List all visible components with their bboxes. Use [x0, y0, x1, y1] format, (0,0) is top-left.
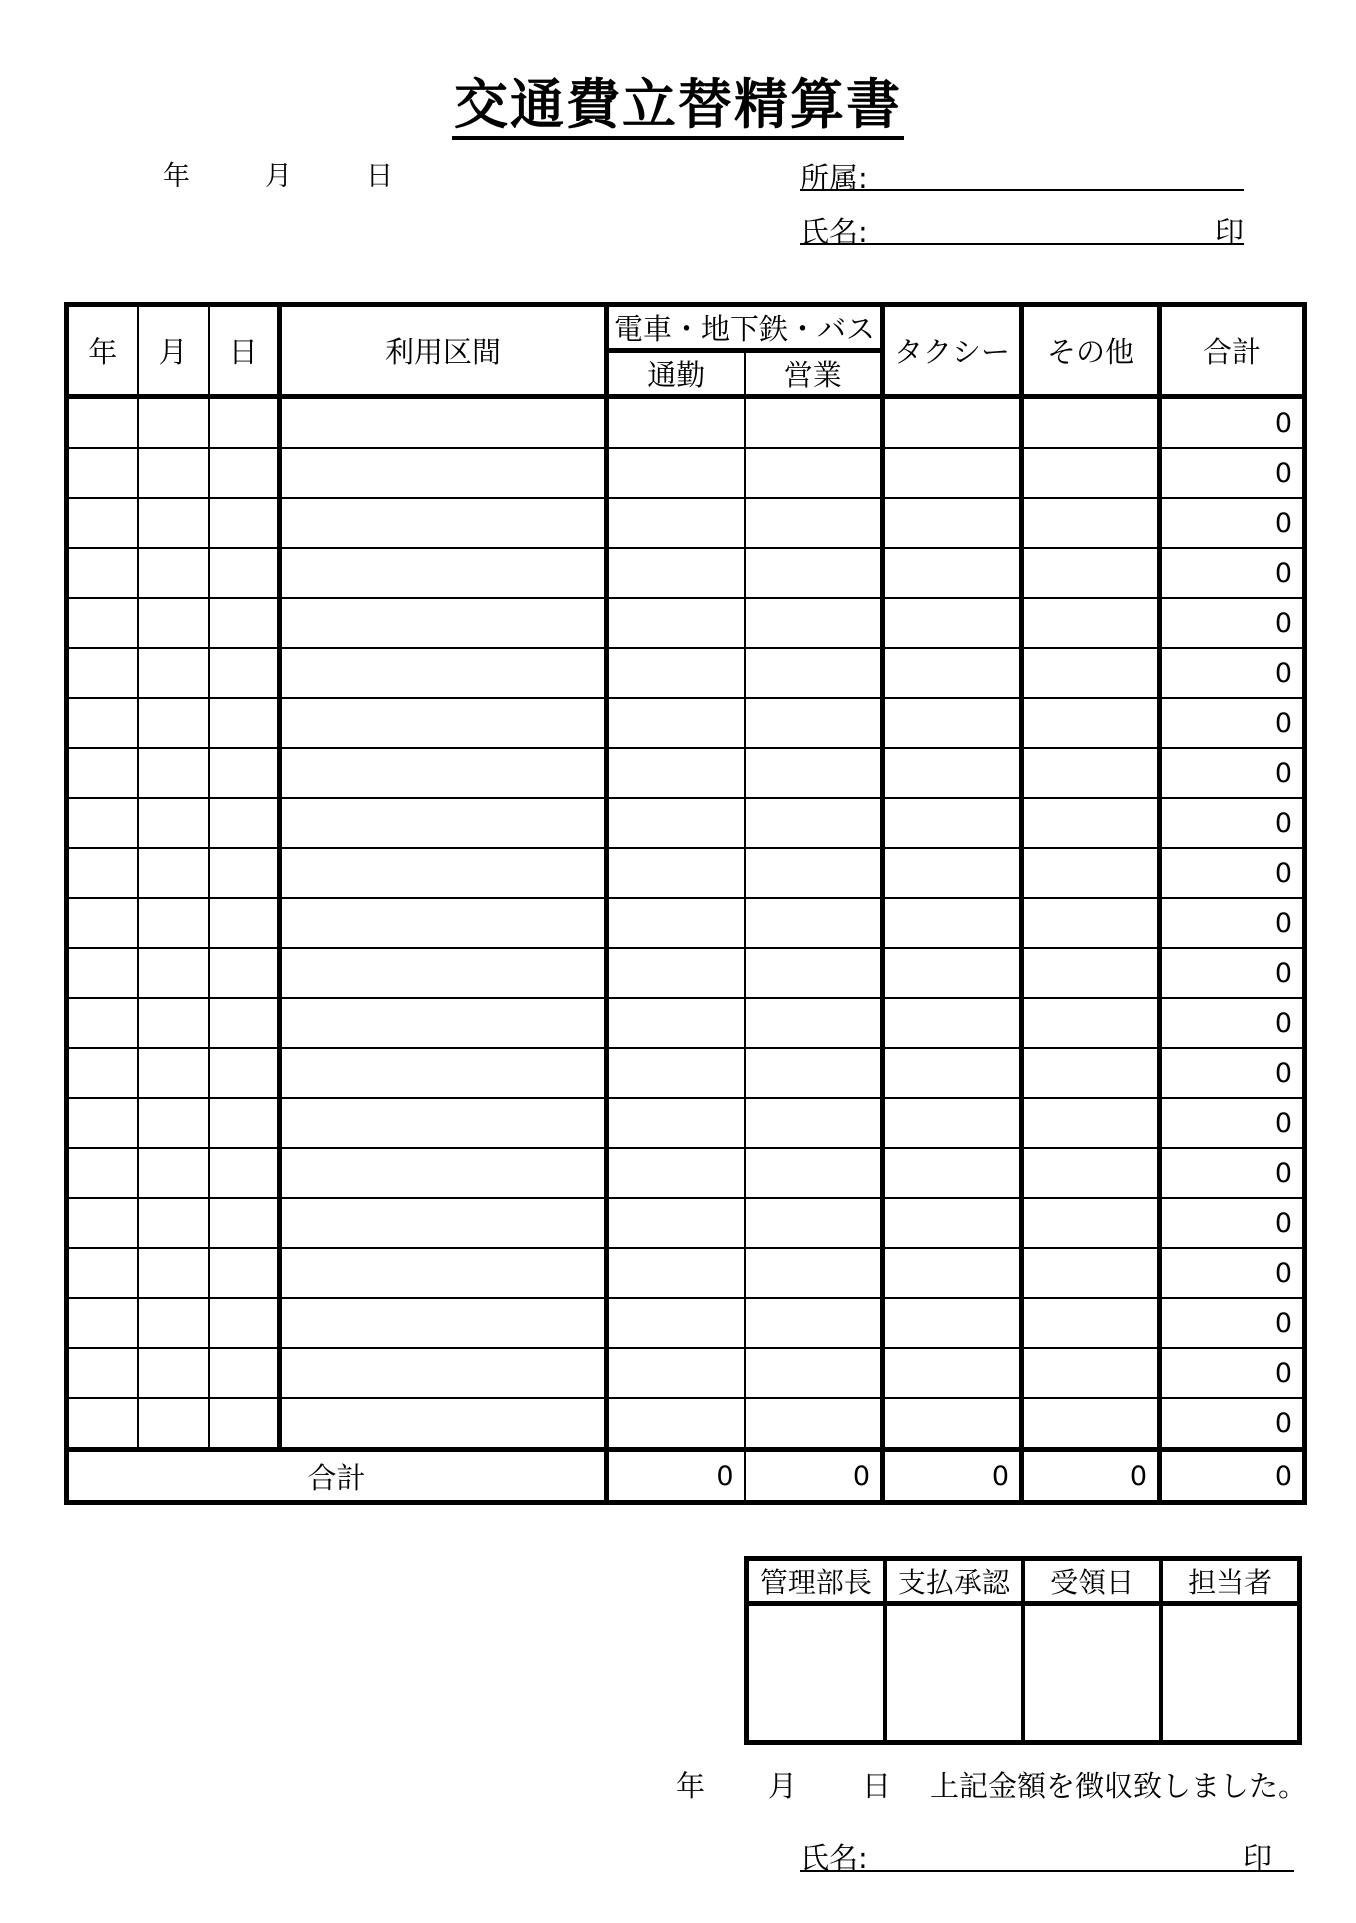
other-cell[interactable]	[1022, 698, 1160, 748]
total-taxi: 0	[883, 1450, 1022, 1503]
day-cell[interactable]	[209, 448, 280, 498]
row-total-cell: 0	[1160, 1198, 1305, 1248]
month-cell[interactable]	[138, 898, 209, 948]
table-row	[67, 598, 1305, 648]
taxi-cell[interactable]	[883, 498, 1022, 548]
route-cell[interactable]	[280, 748, 607, 798]
commute-cell[interactable]	[607, 1198, 745, 1248]
taxi-cell[interactable]	[883, 1348, 1022, 1398]
table-row	[67, 1298, 1305, 1348]
business-cell[interactable]	[745, 397, 883, 449]
commute-cell[interactable]	[607, 397, 745, 449]
taxi-cell[interactable]	[883, 448, 1022, 498]
commute-cell[interactable]	[607, 698, 745, 748]
route-cell[interactable]	[280, 948, 607, 998]
month-cell[interactable]	[138, 998, 209, 1048]
business-cell[interactable]	[745, 548, 883, 598]
taxi-cell[interactable]	[883, 1298, 1022, 1348]
day-cell[interactable]	[209, 698, 280, 748]
col-year-header: 年	[67, 305, 138, 397]
commute-cell[interactable]	[607, 1348, 745, 1398]
business-cell[interactable]	[745, 1048, 883, 1098]
business-cell[interactable]	[745, 1098, 883, 1148]
receipt-day-label: 日	[862, 1769, 892, 1803]
commute-cell[interactable]	[607, 648, 745, 698]
row-total-cell: 0	[1160, 498, 1305, 548]
business-cell[interactable]	[745, 948, 883, 998]
col-total-header: 合計	[1160, 305, 1305, 397]
year-cell[interactable]	[67, 1348, 138, 1398]
year-cell[interactable]	[67, 1398, 138, 1450]
row-total-cell: 0	[1160, 648, 1305, 698]
year-cell[interactable]	[67, 448, 138, 498]
route-cell[interactable]	[280, 798, 607, 848]
total-other: 0	[1022, 1450, 1160, 1503]
route-cell[interactable]	[280, 1148, 607, 1198]
month-cell[interactable]	[138, 1398, 209, 1450]
month-cell[interactable]	[138, 748, 209, 798]
year-cell[interactable]	[67, 748, 138, 798]
total-grand: 0	[1160, 1450, 1305, 1503]
table-row	[67, 1248, 1305, 1298]
day-cell[interactable]	[209, 548, 280, 598]
row-total-cell: 0	[1160, 748, 1305, 798]
table-row	[67, 1348, 1305, 1398]
header-month-label: 月	[265, 161, 292, 192]
business-cell[interactable]	[745, 1198, 883, 1248]
day-cell[interactable]	[209, 498, 280, 548]
col-route-header: 利用区間	[280, 305, 607, 397]
route-cell[interactable]	[280, 1048, 607, 1098]
approval-table	[744, 1556, 1302, 1745]
day-cell[interactable]	[209, 648, 280, 698]
route-cell[interactable]	[280, 698, 607, 748]
month-cell[interactable]	[138, 1248, 209, 1298]
route-cell[interactable]	[280, 648, 607, 698]
approval-payment-stamp-box[interactable]	[885, 1604, 1023, 1743]
route-cell[interactable]	[280, 898, 607, 948]
row-total-cell: 0	[1160, 998, 1305, 1048]
business-cell[interactable]	[745, 898, 883, 948]
table-row	[67, 397, 1305, 449]
month-cell[interactable]	[138, 848, 209, 898]
business-cell[interactable]	[745, 998, 883, 1048]
taxi-cell[interactable]	[883, 948, 1022, 998]
table-row	[67, 1048, 1305, 1098]
business-cell[interactable]	[745, 798, 883, 848]
commute-cell[interactable]	[607, 498, 745, 548]
table-row	[67, 698, 1305, 748]
month-cell[interactable]	[138, 1148, 209, 1198]
month-cell[interactable]	[138, 448, 209, 498]
commute-cell[interactable]	[607, 798, 745, 848]
receipt-year-label: 年	[676, 1769, 706, 1803]
col-taxi-header: タクシー	[883, 305, 1022, 397]
route-cell[interactable]	[280, 448, 607, 498]
table-row	[67, 1148, 1305, 1198]
approval-person-header: 担当者	[1161, 1559, 1299, 1604]
receipt-statement: 上記金額を徴収致しました。	[930, 1769, 1308, 1803]
year-cell[interactable]	[67, 1298, 138, 1348]
other-cell[interactable]	[1022, 1098, 1160, 1148]
table-row	[67, 998, 1305, 1048]
business-cell[interactable]	[745, 698, 883, 748]
taxi-cell[interactable]	[883, 548, 1022, 598]
other-cell[interactable]	[1022, 898, 1160, 948]
receipt-seal-label: 印	[1242, 1841, 1272, 1875]
commute-cell[interactable]	[607, 848, 745, 898]
table-row	[67, 848, 1305, 898]
row-total-cell: 0	[1160, 848, 1305, 898]
total-business: 0	[745, 1450, 883, 1503]
other-cell[interactable]	[1022, 397, 1160, 449]
month-cell[interactable]	[138, 548, 209, 598]
route-cell[interactable]	[280, 397, 607, 449]
name-field[interactable]	[800, 210, 1244, 249]
header-day-label: 日	[366, 161, 393, 192]
row-total-cell: 0	[1160, 1098, 1305, 1148]
day-cell[interactable]	[209, 397, 280, 449]
receipt-month-label: 月	[768, 1769, 798, 1803]
year-cell[interactable]	[67, 1048, 138, 1098]
business-cell[interactable]	[745, 1348, 883, 1398]
commute-cell[interactable]	[607, 1098, 745, 1148]
business-cell[interactable]	[745, 848, 883, 898]
day-cell[interactable]	[209, 1248, 280, 1298]
commute-cell[interactable]	[607, 1048, 745, 1098]
taxi-cell[interactable]	[883, 397, 1022, 449]
table-row	[67, 498, 1305, 548]
year-cell[interactable]	[67, 1148, 138, 1198]
table-row	[67, 948, 1305, 998]
month-cell[interactable]	[138, 648, 209, 698]
col-train-group-header: 電車・地下鉄・バス	[607, 305, 883, 351]
table-row	[67, 798, 1305, 848]
receipt-name-label: 氏名:	[800, 1841, 868, 1875]
business-cell[interactable]	[745, 448, 883, 498]
year-cell[interactable]	[67, 1098, 138, 1148]
totals-row	[67, 1450, 1305, 1503]
document-title: 交通費立替精算書	[0, 62, 1356, 139]
taxi-cell[interactable]	[883, 748, 1022, 798]
row-total-cell: 0	[1160, 1048, 1305, 1098]
taxi-cell[interactable]	[883, 1048, 1022, 1098]
day-cell[interactable]	[209, 1048, 280, 1098]
other-cell[interactable]	[1022, 448, 1160, 498]
row-total-cell: 0	[1160, 1248, 1305, 1298]
taxi-cell[interactable]	[883, 848, 1022, 898]
day-cell[interactable]	[209, 1298, 280, 1348]
day-cell[interactable]	[209, 898, 280, 948]
other-cell[interactable]	[1022, 948, 1160, 998]
day-cell[interactable]	[209, 848, 280, 898]
row-total-cell: 0	[1160, 397, 1305, 449]
route-cell[interactable]	[280, 1298, 607, 1348]
month-cell[interactable]	[138, 698, 209, 748]
month-cell[interactable]	[138, 1298, 209, 1348]
other-cell[interactable]	[1022, 1398, 1160, 1450]
day-cell[interactable]	[209, 1098, 280, 1148]
taxi-cell[interactable]	[883, 648, 1022, 698]
table-row	[67, 1098, 1305, 1148]
route-cell[interactable]	[280, 498, 607, 548]
day-cell[interactable]	[209, 998, 280, 1048]
route-cell[interactable]	[280, 848, 607, 898]
col-commute-header: 通勤	[607, 351, 745, 397]
commute-cell[interactable]	[607, 448, 745, 498]
day-cell[interactable]	[209, 948, 280, 998]
taxi-cell[interactable]	[883, 1248, 1022, 1298]
taxi-cell[interactable]	[883, 598, 1022, 648]
year-cell[interactable]	[67, 1198, 138, 1248]
row-total-cell: 0	[1160, 1148, 1305, 1198]
business-cell[interactable]	[745, 598, 883, 648]
year-cell[interactable]	[67, 498, 138, 548]
taxi-cell[interactable]	[883, 1198, 1022, 1248]
day-cell[interactable]	[209, 748, 280, 798]
month-cell[interactable]	[138, 1348, 209, 1398]
table-row	[67, 1398, 1305, 1450]
name-label: 氏名:	[800, 215, 868, 249]
business-cell[interactable]	[745, 1148, 883, 1198]
day-cell[interactable]	[209, 798, 280, 848]
other-cell[interactable]	[1022, 1298, 1160, 1348]
route-cell[interactable]	[280, 1248, 607, 1298]
taxi-cell[interactable]	[883, 898, 1022, 948]
col-other-header: その他	[1022, 305, 1160, 397]
year-cell[interactable]	[67, 397, 138, 449]
day-cell[interactable]	[209, 1148, 280, 1198]
row-total-cell: 0	[1160, 1348, 1305, 1398]
business-cell[interactable]	[745, 498, 883, 548]
other-cell[interactable]	[1022, 648, 1160, 698]
month-cell[interactable]	[138, 498, 209, 548]
commute-cell[interactable]	[607, 998, 745, 1048]
commute-cell[interactable]	[607, 548, 745, 598]
approval-received-stamp-box[interactable]	[1023, 1604, 1161, 1743]
business-cell[interactable]	[745, 1298, 883, 1348]
commute-cell[interactable]	[607, 1248, 745, 1298]
other-cell[interactable]	[1022, 798, 1160, 848]
year-cell[interactable]	[67, 998, 138, 1048]
taxi-cell[interactable]	[883, 998, 1022, 1048]
commute-cell[interactable]	[607, 598, 745, 648]
business-cell[interactable]	[745, 1398, 883, 1450]
taxi-cell[interactable]	[883, 1098, 1022, 1148]
table-row	[67, 448, 1305, 498]
other-cell[interactable]	[1022, 598, 1160, 648]
other-cell[interactable]	[1022, 548, 1160, 598]
table-row	[67, 648, 1305, 698]
row-total-cell: 0	[1160, 598, 1305, 648]
month-cell[interactable]	[138, 948, 209, 998]
commute-cell[interactable]	[607, 948, 745, 998]
business-cell[interactable]	[745, 648, 883, 698]
approval-manager-stamp-box[interactable]	[747, 1604, 885, 1743]
commute-cell[interactable]	[607, 898, 745, 948]
other-cell[interactable]	[1022, 1248, 1160, 1298]
commute-cell[interactable]	[607, 1148, 745, 1198]
col-business-header: 営業	[745, 351, 883, 397]
table-row	[67, 898, 1305, 948]
row-total-cell: 0	[1160, 548, 1305, 598]
col-day-header: 日	[209, 305, 280, 397]
row-total-cell: 0	[1160, 798, 1305, 848]
day-cell[interactable]	[209, 598, 280, 648]
approval-payment-header: 支払承認	[885, 1559, 1023, 1604]
other-cell[interactable]	[1022, 1348, 1160, 1398]
total-commute: 0	[607, 1450, 745, 1503]
other-cell[interactable]	[1022, 1198, 1160, 1248]
other-cell[interactable]	[1022, 1148, 1160, 1198]
year-cell[interactable]	[67, 948, 138, 998]
affiliation-label: 所属:	[800, 161, 868, 195]
business-cell[interactable]	[745, 748, 883, 798]
route-cell[interactable]	[280, 1098, 607, 1148]
other-cell[interactable]	[1022, 1048, 1160, 1098]
route-cell[interactable]	[280, 1348, 607, 1398]
taxi-cell[interactable]	[883, 798, 1022, 848]
commute-cell[interactable]	[607, 1398, 745, 1450]
row-total-cell: 0	[1160, 1298, 1305, 1348]
table-row	[67, 748, 1305, 798]
row-total-cell: 0	[1160, 448, 1305, 498]
day-cell[interactable]	[209, 1198, 280, 1248]
header-year-label: 年	[163, 161, 190, 192]
seal-label: 印	[1214, 215, 1244, 249]
month-cell[interactable]	[138, 798, 209, 848]
route-cell[interactable]	[280, 598, 607, 648]
table-row	[67, 1198, 1305, 1248]
day-cell[interactable]	[209, 1398, 280, 1450]
other-cell[interactable]	[1022, 998, 1160, 1048]
year-cell[interactable]	[67, 648, 138, 698]
row-total-cell: 0	[1160, 898, 1305, 948]
approval-received-header: 受領日	[1023, 1559, 1161, 1604]
expense-table	[64, 302, 1307, 1505]
taxi-cell[interactable]	[883, 1398, 1022, 1450]
route-cell[interactable]	[280, 1198, 607, 1248]
taxi-cell[interactable]	[883, 698, 1022, 748]
totals-label: 合計	[67, 1450, 607, 1503]
approval-person-stamp-box[interactable]	[1161, 1604, 1299, 1743]
month-cell[interactable]	[138, 397, 209, 449]
route-cell[interactable]	[280, 1398, 607, 1450]
taxi-cell[interactable]	[883, 1148, 1022, 1198]
year-cell[interactable]	[67, 848, 138, 898]
col-month-header: 月	[138, 305, 209, 397]
month-cell[interactable]	[138, 1048, 209, 1098]
commute-cell[interactable]	[607, 1298, 745, 1348]
row-total-cell: 0	[1160, 1398, 1305, 1450]
route-cell[interactable]	[280, 998, 607, 1048]
month-cell[interactable]	[138, 1098, 209, 1148]
year-cell[interactable]	[67, 598, 138, 648]
year-cell[interactable]	[67, 1248, 138, 1298]
affiliation-field[interactable]	[800, 156, 1244, 195]
row-total-cell: 0	[1160, 698, 1305, 748]
other-cell[interactable]	[1022, 498, 1160, 548]
approval-manager-header: 管理部長	[747, 1559, 885, 1604]
business-cell[interactable]	[745, 1248, 883, 1298]
year-cell[interactable]	[67, 798, 138, 848]
month-cell[interactable]	[138, 598, 209, 648]
receipt-name-field[interactable]	[800, 1836, 1294, 1875]
route-cell[interactable]	[280, 548, 607, 598]
year-cell[interactable]	[67, 698, 138, 748]
year-cell[interactable]	[67, 548, 138, 598]
day-cell[interactable]	[209, 1348, 280, 1398]
month-cell[interactable]	[138, 1198, 209, 1248]
year-cell[interactable]	[67, 898, 138, 948]
row-total-cell: 0	[1160, 948, 1305, 998]
other-cell[interactable]	[1022, 848, 1160, 898]
table-row	[67, 548, 1305, 598]
commute-cell[interactable]	[607, 748, 745, 798]
other-cell[interactable]	[1022, 748, 1160, 798]
